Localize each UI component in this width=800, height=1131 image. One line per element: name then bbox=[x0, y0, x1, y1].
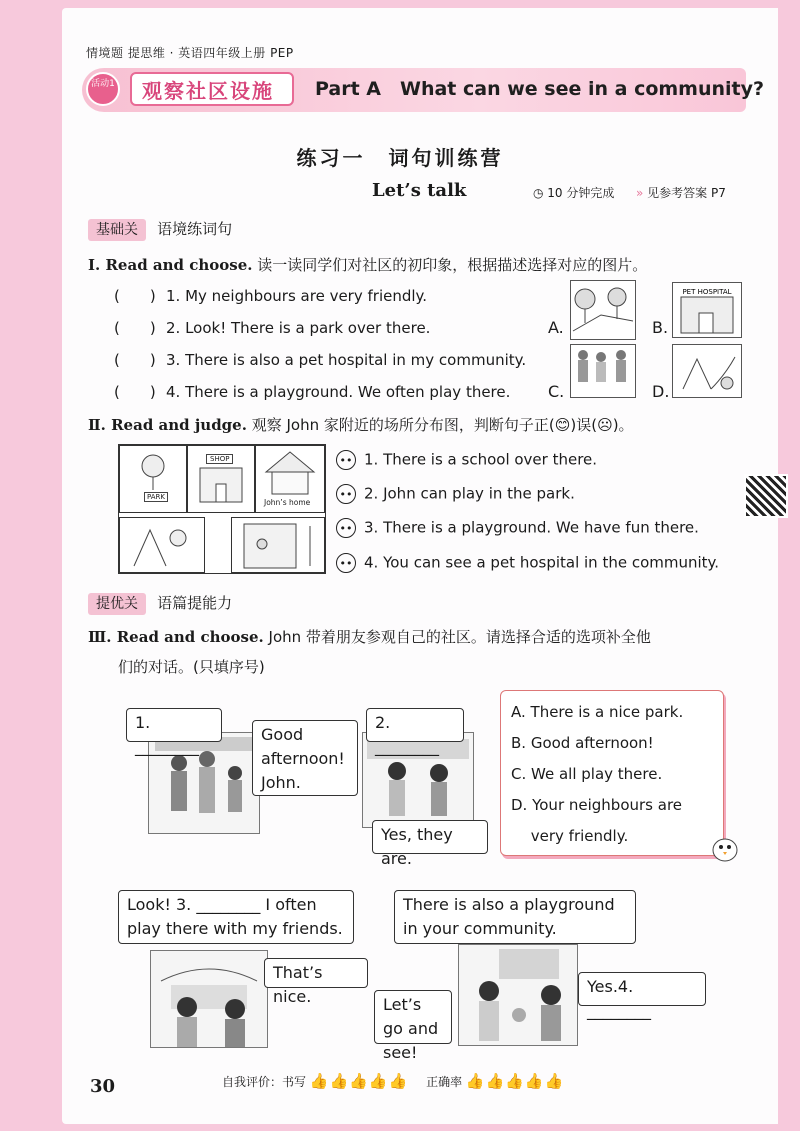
level1-name: 语境练词句 bbox=[157, 220, 233, 238]
scene-playground bbox=[458, 944, 578, 1046]
map-park-sign: PARK bbox=[144, 492, 168, 502]
choices-box bbox=[500, 690, 724, 856]
house-icon bbox=[256, 446, 324, 498]
choice-d: D. Your neighbours are bbox=[511, 796, 683, 814]
playground-bubble: There is also a playground in your community. bbox=[394, 890, 636, 944]
playground-equipment-icon bbox=[120, 518, 204, 572]
nice-bubble: That’s nice. bbox=[264, 958, 368, 988]
qr-code bbox=[744, 474, 788, 518]
children-playground-icon bbox=[459, 945, 577, 1045]
s1-item-3: ( ) 3. There is also a pet hospital in my community. bbox=[114, 351, 527, 369]
community-map bbox=[118, 444, 326, 574]
children-park-icon bbox=[151, 951, 267, 1047]
scene-park-gate bbox=[150, 950, 268, 1048]
option-c-label: C. bbox=[548, 382, 565, 401]
option-a-picture bbox=[570, 280, 636, 340]
double-chevron-icon: » bbox=[636, 186, 648, 200]
exercise-title: 练习一 词句训练营 bbox=[296, 146, 504, 170]
option-b-label: B. bbox=[652, 318, 669, 337]
level1-tag: 基础关 bbox=[88, 219, 146, 241]
blank4-bubble[interactable]: Yes.4. ________ bbox=[578, 972, 706, 1006]
choice-a: A. There is a nice park. bbox=[511, 703, 684, 721]
answer-face-icon[interactable]: •• bbox=[336, 484, 356, 504]
map-park bbox=[119, 445, 187, 513]
pet-hospital-icon bbox=[673, 283, 741, 337]
section2-heading: Ⅱ. Read and judge. 观察 John 家附近的场所分布图，判断句子正(😊)误(☹)。 bbox=[88, 416, 634, 434]
s2-item-2: •• 2. John can play in the park. bbox=[336, 484, 575, 504]
go-bubble: Let’s go and see! bbox=[374, 990, 452, 1044]
s2-item-1: •• 1. There is a school over there. bbox=[336, 450, 597, 470]
mascot-bird-icon bbox=[708, 832, 742, 866]
option-d-label: D. bbox=[652, 382, 670, 401]
section3-heading-line2: 们的对话。(只填序号) bbox=[118, 658, 265, 676]
level2-tag: 提优关 bbox=[88, 593, 146, 615]
exercise-subtitle: Let’s talk bbox=[372, 180, 467, 201]
greeting-bubble: Good afternoon! John. bbox=[252, 720, 358, 796]
level2-header bbox=[88, 592, 232, 613]
reply-bubble: Yes, they are. bbox=[372, 820, 488, 854]
playground-icon bbox=[673, 345, 741, 397]
page-number: 30 bbox=[90, 1076, 116, 1097]
handwriting-thumbs-icon[interactable]: 👍👍👍👍👍 bbox=[309, 1072, 409, 1090]
s1-item-1: ( ) 1. My neighbours are very friendly. bbox=[114, 287, 428, 305]
building-icon bbox=[232, 518, 324, 572]
map-playground bbox=[119, 517, 205, 573]
map-johns-home bbox=[255, 445, 325, 513]
blank1-bubble[interactable]: 1. ________ bbox=[126, 708, 222, 742]
s2-item-3: •• 3. There is a playground. We have fun there. bbox=[336, 518, 699, 538]
option-a-label: A. bbox=[548, 318, 564, 337]
s2-item-4: •• 4. You can see a pet hospital in the community. bbox=[336, 553, 719, 573]
clock-icon: ◷ bbox=[533, 186, 548, 200]
section3-heading: Ⅲ. Read and choose. John 带着朋友参观自己的社区。请选择合适的选项补全他 bbox=[88, 628, 651, 646]
self-evaluation: 自我评价：书写 👍👍👍👍👍 正确率 👍👍👍👍👍 bbox=[222, 1072, 565, 1090]
look-bubble[interactable]: Look! 3. ________ I often play there with my friends. bbox=[118, 890, 354, 944]
park-scene-icon bbox=[571, 281, 635, 339]
answer-face-icon[interactable]: •• bbox=[336, 553, 356, 573]
answer-reference: » 见参考答案 P7 bbox=[636, 186, 726, 200]
choice-b: B. Good afternoon! bbox=[511, 734, 654, 752]
park-tree-icon bbox=[120, 446, 186, 512]
part-question: What can we see in a community? bbox=[400, 78, 765, 100]
answer-face-icon[interactable]: •• bbox=[336, 450, 356, 470]
option-c-picture bbox=[570, 344, 636, 398]
option-d-picture bbox=[672, 344, 742, 398]
activity-title: 观察社区设施 bbox=[130, 72, 294, 106]
blank2-bubble[interactable]: 2. ________ bbox=[366, 708, 464, 742]
map-home-label: John’s home bbox=[264, 498, 311, 507]
series-title: 情境题 提思维 · 英语四年级上册 PEP bbox=[86, 46, 294, 60]
section1-heading: Ⅰ. Read and choose. 读一读同学们对社区的初印象，根据描述选择对应的图片。 bbox=[88, 256, 648, 274]
choice-c: C. We all play there. bbox=[511, 765, 663, 783]
accuracy-thumbs-icon[interactable]: 👍👍👍👍👍 bbox=[465, 1072, 565, 1090]
level2-name: 语篇提能力 bbox=[157, 594, 233, 612]
option-b-picture bbox=[672, 282, 742, 338]
map-building bbox=[231, 517, 325, 573]
map-shop-sign: SHOP bbox=[206, 454, 233, 464]
part-label: Part A bbox=[315, 78, 382, 100]
neighbours-icon bbox=[571, 345, 635, 397]
s1-item-2: ( ) 2. Look! There is a park over there. bbox=[114, 319, 431, 337]
activity-badge: 活动1 bbox=[86, 72, 120, 106]
s1-item-4: ( ) 4. There is a playground. We often play there. bbox=[114, 383, 511, 401]
timer-note: ◷ 10 分钟完成 bbox=[533, 186, 615, 200]
level1-header bbox=[88, 218, 232, 239]
pet-hospital-sign: PET HOSPITAL bbox=[682, 288, 732, 296]
choice-d-cont: very friendly. bbox=[511, 827, 629, 845]
map-shop bbox=[187, 445, 255, 513]
answer-face-icon[interactable]: •• bbox=[336, 518, 356, 538]
